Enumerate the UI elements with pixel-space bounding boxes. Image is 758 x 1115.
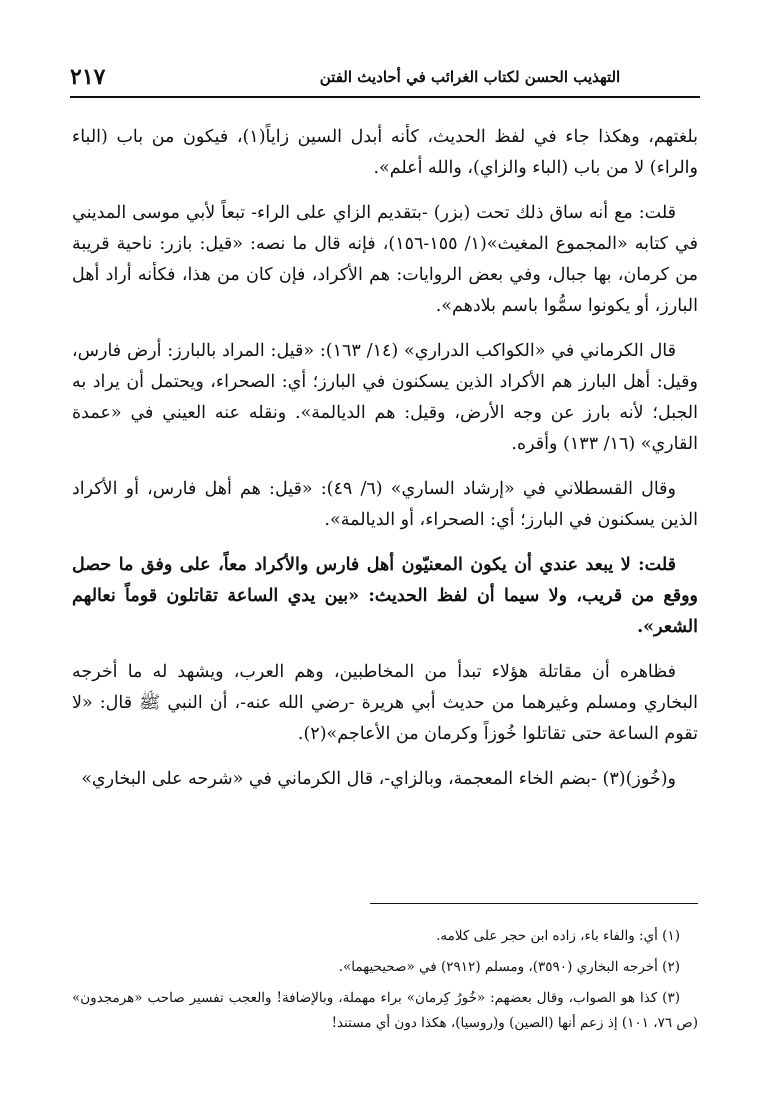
paragraph-3: قال الكرماني في «الكواكب الدراري» (١٤/ ١٦٣): «قيل: المراد بالبارز: أرض فارس، وقيل: أهل البارز هم الأكراد الذين يسكنون في البارز؛ أي: الصحراء، ويحتمل أن يراد به الجبل؛ لأنه بارز عن وجه الأرض، وقيل: هم الديالمة». ونقله عنه العيني في «عمدة القاري» (١٦/ ١٣٣) وأقره. bbox=[72, 341, 698, 454]
footnote-1: (١) أي: والفاء باء، زاده ابن حجر على كلامه. bbox=[436, 928, 680, 944]
footnotes bbox=[72, 924, 698, 1042]
page-number: ٢١٧ bbox=[70, 64, 106, 90]
footnote-divider bbox=[370, 903, 698, 904]
header-divider bbox=[70, 96, 700, 98]
page-header bbox=[70, 62, 700, 96]
paragraph-4: وقال القسطلاني في «إرشاد الساري» (٦/ ٤٩): «قيل: هم أهل فارس، أو الأكراد الذين يسكنون في البارز؛ أي: الصحراء، أو الديالمة». bbox=[72, 479, 698, 530]
paragraph-6: فظاهره أن مقاتلة هؤلاء تبدأ من المخاطبين، وهم العرب، ويشهد له ما أخرجه البخاري ومسلم وغيرهما من حديث أبي هريرة -رضي الله عنه-، أن النبي ﷺ قال: «لا تقوم الساعة حتى تقاتلوا خُوزاً وكرمان من الأعاجم»(٢). bbox=[72, 662, 698, 744]
paragraph-1: بلغتهم، وهكذا جاء في لفظ الحديث، كأنه أبدل السين زاياً(١)، فيكون من باب (الباء والراء) لا من باب (الباء والزاي)، والله أعلم». bbox=[72, 127, 698, 178]
footnote-2: (٢) أخرجه البخاري (٣٥٩٠)، ومسلم (٢٩١٢) في «صحيحيهما». bbox=[338, 959, 680, 975]
paragraph-5-bold: قلت: لا يبعد عندي أن يكون المعنيّون أهل فارس والأكراد معاً، على وفق ما حصل ووقع من قريب، ولا سيما أن لفظ الحديث: «بين يدي الساعة تقاتلون قوماً نعالهم الشعر». bbox=[72, 555, 698, 637]
running-title: التهذيب الحسن لكتاب الغرائب في أحاديث الفتن bbox=[319, 68, 621, 86]
footnote-3: (٣) كذا هو الصواب، وقال بعضهم: «خُورُ كِرمان» براء مهملة، وبالإضافة! والعجب تفسير صاحب «هرمجدون» (ص ٧٦، ١٠١) إذ زعم أنها (الصين) و(روسيا)، هكذا دون أي مستند! bbox=[72, 990, 698, 1031]
paragraph-7: و(خُوز)(٣) -بضم الخاء المعجمة، وبالزاي-، قال الكرماني في «شرحه على البخاري» bbox=[81, 769, 676, 789]
paragraph-2: قلت: مع أنه ساق ذلك تحت (بزر) -بتقديم الزاي على الراء- تبعاً لأبي موسى المديني في كتابه «المجموع المغيث»(١/ ١٥٥-١٥٦)، فإنه قال ما نصه: «قيل: بازر: ناحية قريبة من كرمان، بها جبال، وفي بعض الروايات: هم الأكراد، فإن كان من هذا، فكأنه أراد أهل البارز، أو يكونوا سمُّوا باسم بلادهم». bbox=[72, 203, 698, 316]
main-text bbox=[72, 122, 698, 809]
